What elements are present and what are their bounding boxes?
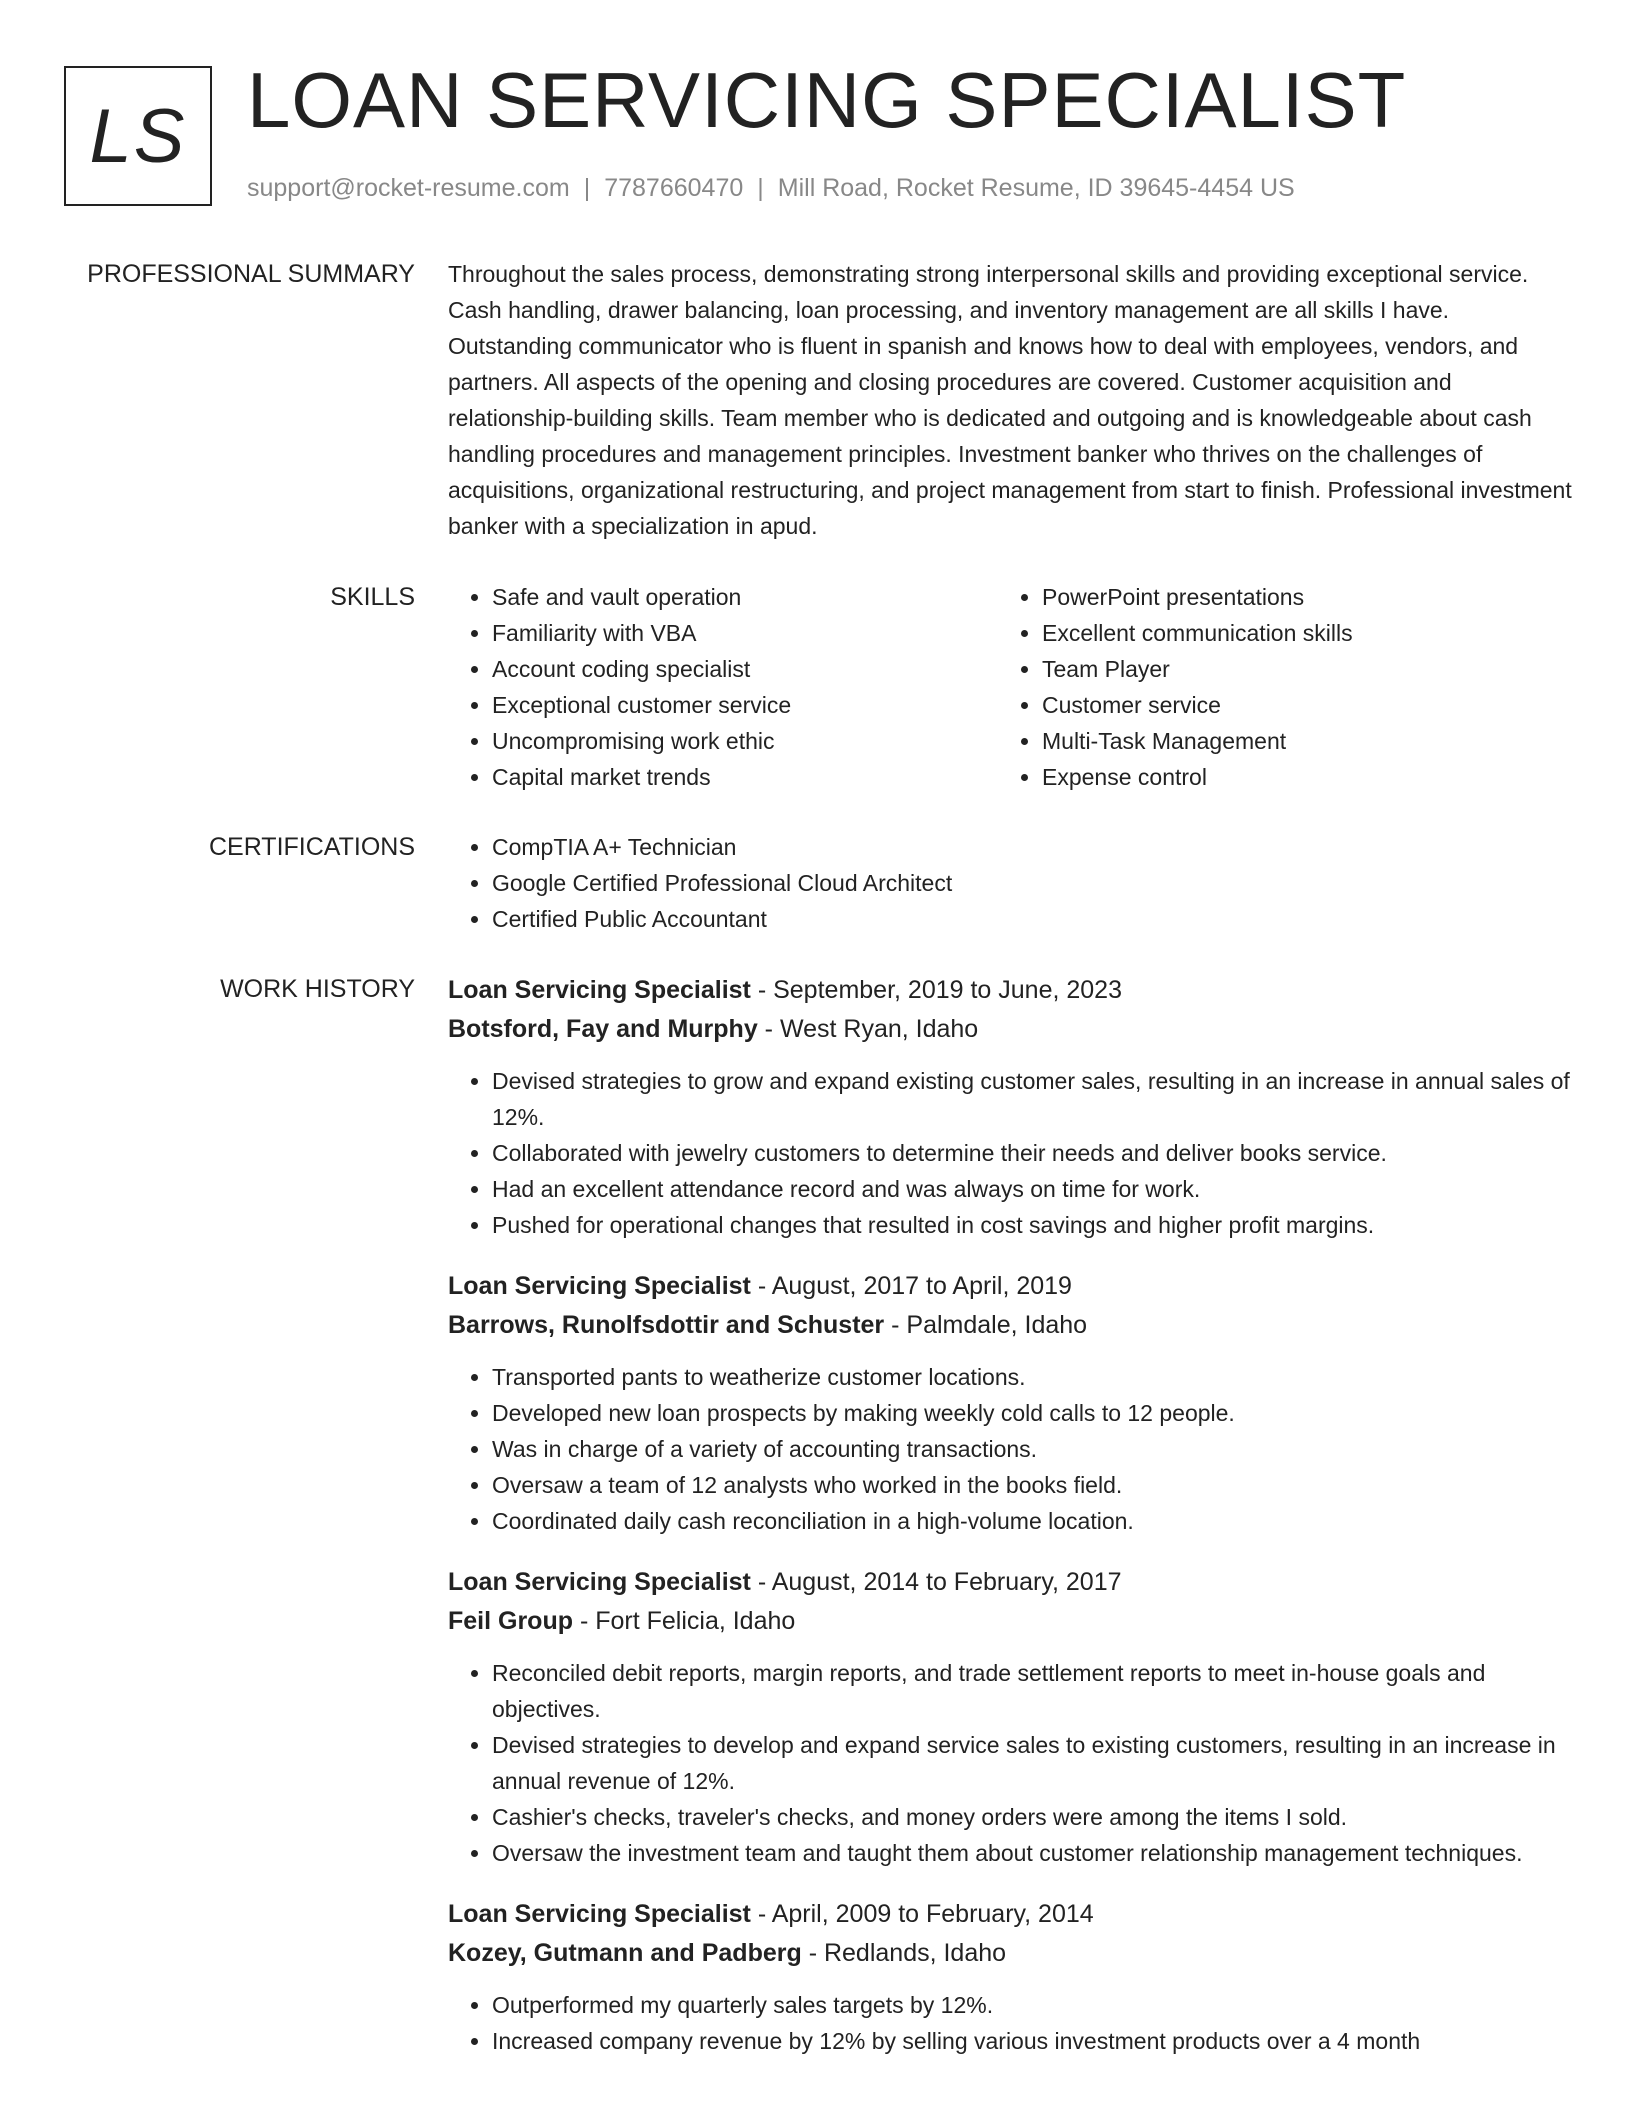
work-history-heading: WORK HISTORY xyxy=(220,975,415,1003)
job-bullet: • Had an excellent attendance record and was always on time for work. xyxy=(492,1171,1572,1207)
skill-item: • Multi-Task Management xyxy=(1042,723,1548,759)
job-bullet: • Coordinated daily cash reconciliation in a high-volume location. xyxy=(492,1503,1572,1539)
job-title: Loan Servicing Specialist xyxy=(448,1900,751,1928)
job-entry xyxy=(448,971,1572,1243)
job-location: - Fort Felicia, Idaho xyxy=(573,1607,796,1635)
job-company: Barrows, Runolfsdottir and Schuster xyxy=(448,1311,885,1339)
skill-item: • PowerPoint presentations xyxy=(1042,579,1548,615)
skills-body xyxy=(448,579,1572,795)
certification-item: • CompTIA A+ Technician xyxy=(492,829,1572,865)
job-title-line xyxy=(448,1267,1572,1306)
job-dates: - April, 2009 to February, 2014 xyxy=(750,1900,1094,1928)
skills-heading: SKILLS xyxy=(330,583,415,611)
job-bullet: • Developed new loan prospects by making weekly cold calls to 12 people. xyxy=(492,1395,1572,1431)
contact-separator: | xyxy=(583,174,591,202)
skill-item: • Excellent communication skills xyxy=(1042,615,1548,651)
skills-column-right xyxy=(998,579,1548,795)
job-company-line xyxy=(448,1934,1572,1973)
certification-item: • Certified Public Accountant xyxy=(492,901,1572,937)
job-bullet: • Outperformed my quarterly sales targets by 12%. xyxy=(492,1987,1572,2023)
skill-item: • Safe and vault operation xyxy=(492,579,998,615)
contact-line xyxy=(247,174,1295,203)
job-title-line xyxy=(448,971,1572,1010)
summary-text: Throughout the sales process, demonstrating strong interpersonal skills and providing exceptional service. Cash handling, drawer balancing, loan processing, and inventory management are all skills I have. Outstanding communicator who is fluent in spanish and knows how to deal with employees, vendors, and partners. All aspects of the opening and closing procedures are covered. Customer acquisition and relationship-building skills. Team member who is dedicated and outgoing and is knowledgeable about cash handling procedures and management principles. Investment banker who thrives on the challenges of acquisitions, organizational restructuring, and project management from start to finish. Professional investment banker with a specialization in apud. xyxy=(448,261,1572,539)
certification-item: • Google Certified Professional Cloud Architect xyxy=(492,865,1572,901)
job-location: - Palmdale, Idaho xyxy=(884,1311,1088,1339)
job-bullet: • Increased company revenue by 12% by selling various investment products over a 4 month xyxy=(492,2023,1572,2059)
skill-item: • Team Player xyxy=(1042,651,1548,687)
job-location: - West Ryan, Idaho xyxy=(757,1015,979,1043)
job-entry xyxy=(448,1895,1572,2059)
job-bullet: • Reconciled debit reports, margin reports, and trade settlement reports to meet in-house goals and objectives. xyxy=(492,1655,1572,1727)
job-title: Loan Servicing Specialist xyxy=(448,976,751,1004)
job-entry xyxy=(448,1563,1572,1871)
skill-item: • Capital market trends xyxy=(492,759,998,795)
job-bullet: • Oversaw the investment team and taught them about customer relationship management techniques. xyxy=(492,1835,1572,1871)
job-bullet: • Devised strategies to grow and expand existing customer sales, resulting in an increase in annual sales of 12%. xyxy=(492,1063,1572,1135)
job-bullet: • Transported pants to weatherize customer locations. xyxy=(492,1359,1572,1395)
summary-heading: PROFESSIONAL SUMMARY xyxy=(87,260,415,288)
job-company-line xyxy=(448,1010,1572,1049)
work-history-body xyxy=(448,971,1572,2083)
skill-item: • Familiarity with VBA xyxy=(492,615,998,651)
skills-column-left xyxy=(448,579,998,795)
contact-email: support@rocket-resume.com xyxy=(247,174,570,202)
skill-item: • Exceptional customer service xyxy=(492,687,998,723)
skill-item: • Account coding specialist xyxy=(492,651,998,687)
contact-separator: | xyxy=(757,174,764,202)
job-company-line xyxy=(448,1602,1572,1641)
skill-item: • Uncompromising work ethic xyxy=(492,723,998,759)
candidate-title: LOAN SERVICING SPECIALIST xyxy=(247,56,1407,144)
job-bullet: • Oversaw a team of 12 analysts who worked in the books field. xyxy=(492,1467,1572,1503)
skill-item: • Customer service xyxy=(1042,687,1548,723)
skill-item: • Expense control xyxy=(1042,759,1548,795)
job-bullet: • Collaborated with jewelry customers to determine their needs and deliver books service. xyxy=(492,1135,1572,1171)
job-dates: - September, 2019 to June, 2023 xyxy=(750,976,1122,1004)
job-bullet: • Was in charge of a variety of accounting transactions. xyxy=(492,1431,1572,1467)
job-title: Loan Servicing Specialist xyxy=(448,1568,751,1596)
certifications-body xyxy=(448,829,1572,937)
certifications-heading: CERTIFICATIONS xyxy=(208,833,415,861)
summary-body xyxy=(448,256,1572,544)
contact-phone: 7787660470 xyxy=(604,174,744,202)
contact-address: Mill Road, Rocket Resume, ID 39645-4454 US xyxy=(777,174,1295,202)
job-bullet: • Devised strategies to develop and expand service sales to existing customers, resulting in an increase in annual revenue of 12%. xyxy=(492,1727,1572,1799)
job-bullet: • Cashier's checks, traveler's checks, and money orders were among the items I sold. xyxy=(492,1799,1572,1835)
job-company: Kozey, Gutmann and Padberg xyxy=(448,1939,802,1967)
job-title-line xyxy=(448,1563,1572,1602)
job-company-line xyxy=(448,1306,1572,1345)
job-entry xyxy=(448,1267,1572,1539)
monogram-logo: LS xyxy=(64,66,212,206)
job-bullet: • Pushed for operational changes that resulted in cost savings and higher profit margins. xyxy=(492,1207,1572,1243)
job-company: Botsford, Fay and Murphy xyxy=(448,1015,758,1043)
job-location: - Redlands, Idaho xyxy=(801,1939,1007,1967)
job-title: Loan Servicing Specialist xyxy=(448,1272,751,1300)
job-dates: - August, 2017 to April, 2019 xyxy=(750,1272,1072,1300)
job-dates: - August, 2014 to February, 2017 xyxy=(750,1568,1122,1596)
job-title-line xyxy=(448,1895,1572,1934)
job-company: Feil Group xyxy=(448,1607,573,1635)
